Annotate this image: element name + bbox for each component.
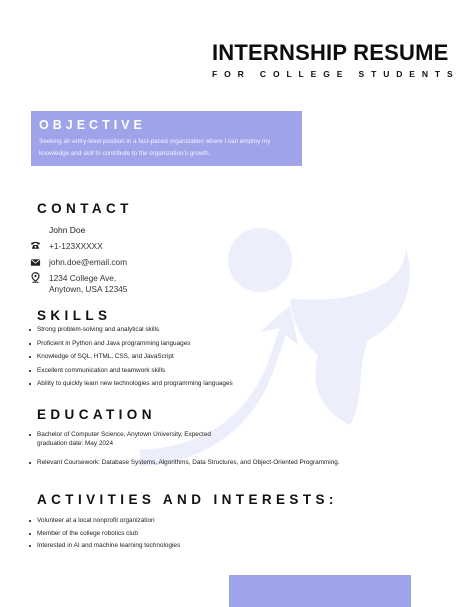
list-item: Member of the college robotics club [29, 530, 329, 539]
bottom-accent-bar [229, 575, 411, 607]
location-icon [30, 272, 41, 283]
list-item-continuation: graduation date: May 2024 [37, 439, 114, 447]
contact-address-line2: Anytown, USA 12345 [49, 284, 128, 294]
list-item: Excellent communication and teamwork skills [29, 367, 329, 376]
contact-heading: CONTACT [37, 201, 133, 216]
contact-phone: +1-123XXXXX [49, 241, 103, 251]
skills-heading: SKILLS [37, 308, 112, 323]
list-item: Bachelor of Computer Science, Anytown University, Expected [29, 431, 429, 440]
contact-address-line1: 1234 College Ave, [49, 273, 117, 283]
contact-email: john.doe@email.com [49, 257, 128, 267]
phone-icon [30, 240, 41, 251]
list-item: Knowledge of SQL, HTML, CSS, and JavaScript [29, 353, 329, 362]
contact-name: John Doe [49, 225, 86, 235]
objective-box [31, 111, 302, 166]
list-item: Proficient in Python and Java programming languages [29, 340, 329, 349]
list-item: Interested in AI and machine learning technologies [29, 542, 329, 551]
email-icon [30, 257, 41, 268]
list-item: Ability to quickly learn new technologies and programming languages [29, 380, 329, 389]
education-heading: EDUCATION [37, 407, 156, 422]
list-item: Strong problem-solving and analytical skills [29, 326, 329, 335]
resume-title: INTERNSHIP RESUME [212, 40, 449, 65]
activities-list [29, 517, 329, 551]
activities-heading: ACTIVITIES AND INTERESTS: [37, 492, 338, 507]
list-item: Volunteer at a local nonprofit organization [29, 517, 329, 526]
skills-list [29, 326, 329, 389]
resume-subtitle: FOR COLLEGE STUDENTS [212, 69, 460, 79]
education-list [29, 431, 429, 468]
objective-heading: OBJECTIVE [39, 118, 146, 132]
objective-text: Seeking an entry-level position in a fast-paced organization where I can employ my knowledge and skill to contribute to the organization's growth. [39, 138, 271, 157]
list-item: Relevant Coursework: Database Systems, Algorithms, Data Structures, and Object-Oriented Programming. [29, 459, 429, 468]
